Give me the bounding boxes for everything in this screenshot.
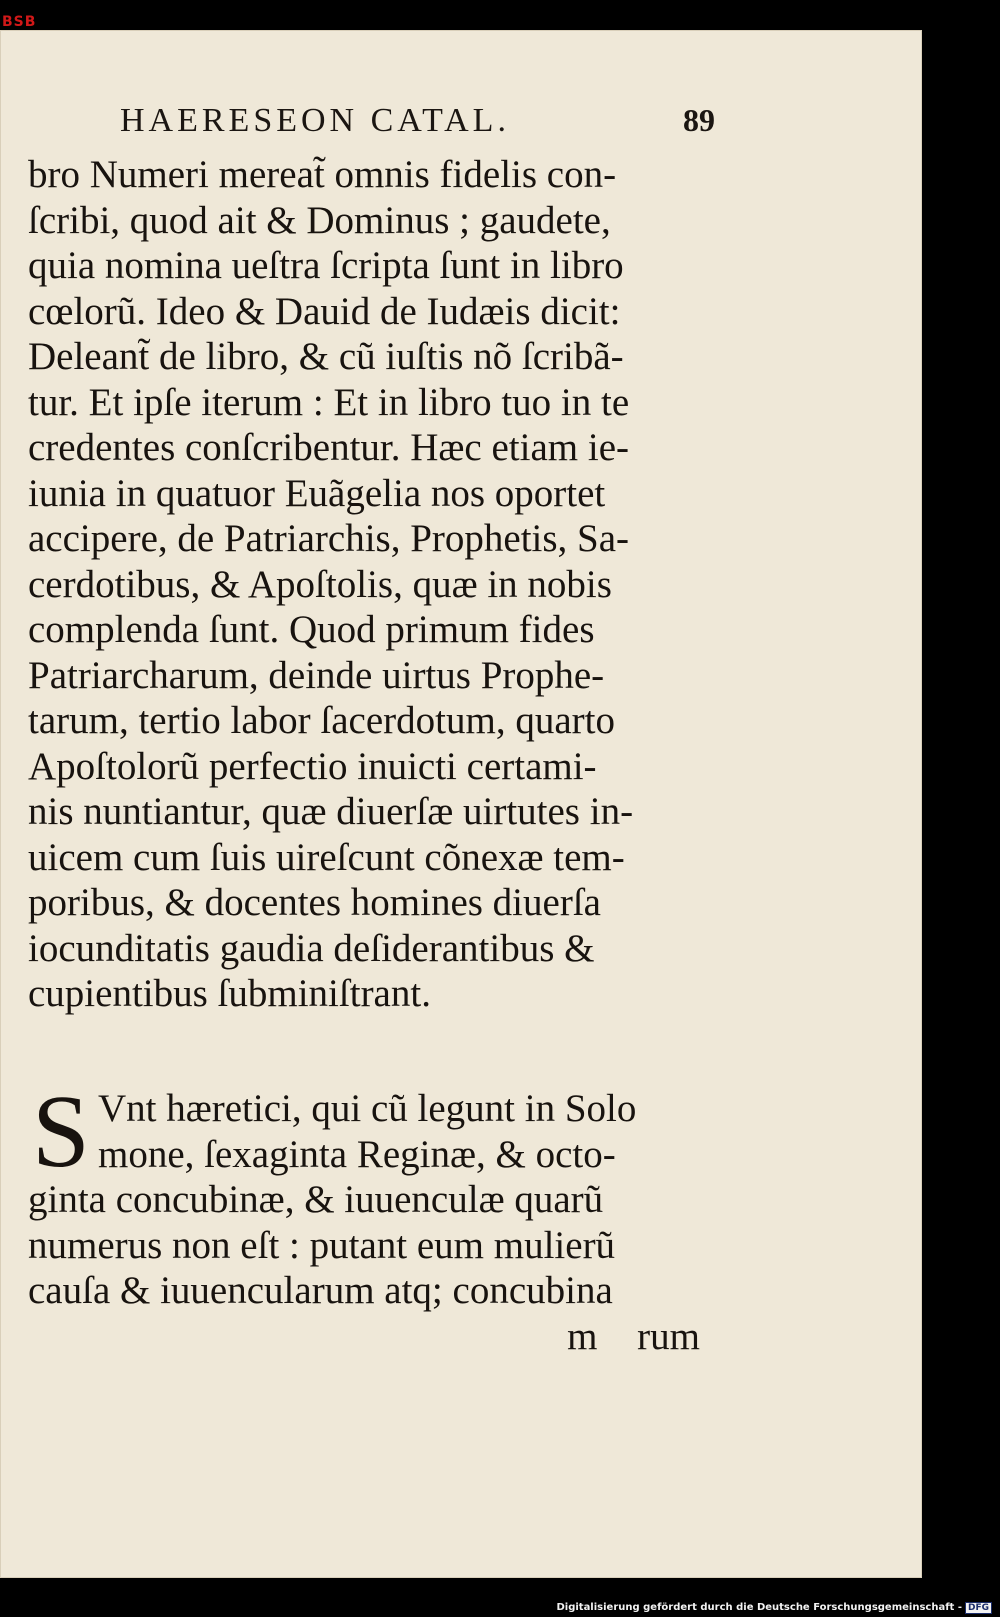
text-line: bro Numeri mereat̃ omnis fidelis con- — [28, 153, 617, 196]
second-paragraph — [28, 1074, 718, 1359]
body-text — [28, 152, 718, 1017]
text-line: iocunditatis gaudia deſiderantibus & — [28, 926, 595, 970]
text-line: Deleant̃ de libro, & cũ iuſtis nõ ſcribã- — [28, 335, 624, 378]
catchword: m rum — [567, 1314, 700, 1358]
text-line: quia nomina ueſtra ſcripta ſunt in libro — [28, 244, 624, 287]
credit-text: Digitalisierung gefördert durch die Deutsche Forschungsgemeinschaft - — [556, 1602, 962, 1613]
running-title: HAERESEON CATAL. — [120, 102, 510, 139]
text-line: cœlorũ. Ideo & Dauid de Iudæis dicit: — [28, 289, 621, 333]
page-number: 89 — [683, 102, 715, 138]
text-line: nis nuntiantur, quæ diuerſæ uirtutes in- — [28, 790, 634, 833]
text-line: credentes conſcribentur. Hæc etiam ie- — [28, 426, 629, 469]
text-line: ginta concubinæ, & iuuenculæ quarũ — [28, 1178, 604, 1221]
text-line: cerdotibus, & Apoſtolis, quæ in nobis — [28, 562, 612, 606]
digitization-credit — [556, 1602, 992, 1614]
text-line: mone, ſexaginta Reginæ, & octo- — [98, 1132, 616, 1176]
text-line: Vnt hæretici, qui cũ legunt in Solo — [98, 1087, 637, 1130]
text-line: cauſa & iuuencularum atq; concubina — [28, 1269, 613, 1312]
text-line: tur. Et ipſe iterum : Et in libro tuo in te — [28, 380, 630, 424]
page-header — [120, 102, 715, 152]
text-line: poribus, & docentes homines diuerſa — [28, 881, 601, 924]
text-line: uicem cum ſuis uireſcunt cõnexæ tem- — [28, 835, 625, 879]
text-line: Patriarcharum, deinde uirtus Prophe- — [28, 653, 605, 697]
text-line: Apoſtolorũ perfectio inuicti certami- — [28, 744, 597, 788]
library-mark: BSB — [2, 14, 37, 30]
text-line: complenda ſunt. Quod primum fides — [28, 608, 595, 651]
book-page — [0, 30, 922, 1578]
text-line: tarum, tertio labor ſacerdotum, quarto — [28, 699, 615, 742]
drop-cap: S — [32, 1074, 90, 1189]
text-line: cupientibus ſubminiſtrant. — [28, 972, 431, 1015]
dfg-logo: DFG — [965, 1602, 992, 1614]
text-line: ſcribi, quod ait & Dominus ; gaudete, — [28, 198, 611, 242]
text-line: numerus non eſt : putant eum mulierũ — [28, 1223, 616, 1267]
text-line: accipere, de Patriarchis, Prophetis, Sa- — [28, 517, 630, 560]
text-line: iunia in quatuor Euãgelia nos oportet — [28, 471, 606, 515]
